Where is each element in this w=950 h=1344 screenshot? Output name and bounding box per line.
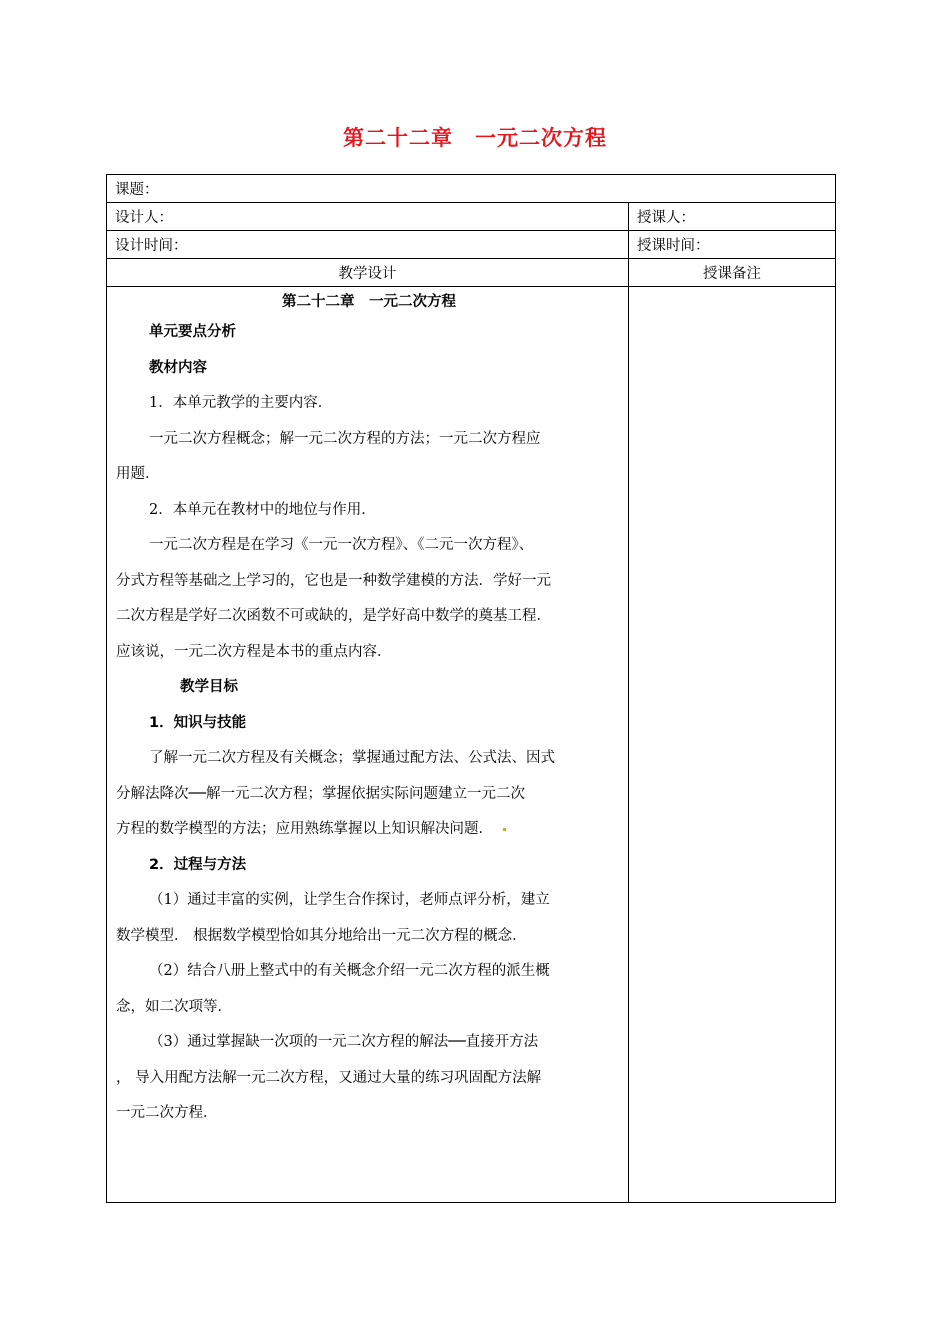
section-unit-analysis: 单元要点分析	[149, 324, 236, 340]
designer-cell: 设计人：	[107, 203, 629, 231]
paragraph-line: 一元二次方程．	[116, 1105, 218, 1121]
page-title	[0, 122, 950, 152]
col-header-design: 教学设计	[107, 259, 629, 287]
paragraph-line: 二次方程是学好二次函数不可或缺的，是学好高中数学的奠基工程．	[116, 608, 551, 624]
lesson-plan-table	[106, 174, 836, 1203]
paragraph-line: ， 导入用配方法解一元二次方程，又通过大量的练习巩固配方法解	[116, 1069, 542, 1086]
paragraph-line: 分解法降次──解一元二次方程；掌握依据实际问题建立一元二次	[116, 785, 525, 802]
teacher-cell: 授课人：	[629, 203, 836, 231]
paragraph-line: （2）结合八册上整式中的有关概念介绍一元二次方程的派生概	[149, 963, 550, 979]
section-knowledge: 1．知识与技能	[149, 714, 247, 731]
paragraph-line: 2．本单元在教材中的地位与作用．	[149, 501, 376, 518]
paragraph-line: 一元二次方程概念；解一元二次方程的方法；一元二次方程应	[149, 430, 541, 447]
paragraph-line: 数学模型． 根据数学模型恰如其分地给出一元二次方程的概念．	[116, 927, 527, 944]
section-goals: 教学目标	[180, 679, 238, 695]
paragraph-line: 一元二次方程是在学习《一元一次方程》、《二元一次方程》、	[149, 537, 534, 553]
topic-cell: 课题：	[107, 175, 836, 203]
paragraph-text: 方程的数学模型的方法；应用熟练掌握以上知识解决问题．	[116, 821, 493, 837]
design-time-cell: 设计时间：	[107, 231, 629, 259]
title-part2: 一元二次方程	[475, 126, 607, 150]
title-part1: 第二十二章	[343, 126, 453, 150]
col-header-notes: 授课备注	[629, 259, 836, 287]
paragraph-line: 用题．	[116, 466, 160, 482]
design-content-cell	[107, 287, 629, 1203]
paragraph-line: 应该说，一元二次方程是本书的重点内容．	[116, 643, 392, 660]
section-materials: 教材内容	[149, 359, 207, 376]
paragraph-line: 了解一元二次方程及有关概念；掌握通过配方法、公式法、因式	[149, 750, 555, 766]
paragraph-line: （3）通过掌握缺一次项的一元二次方程的解法──直接开方法	[149, 1034, 539, 1050]
paragraph-line: 分式方程等基础之上学习的，它也是一种数学建模的方法．学好一元	[116, 572, 551, 589]
paragraph-line: 1．本单元教学的主要内容．	[149, 395, 333, 411]
paragraph-line: （1）通过丰富的实例，让学生合作探讨，老师点评分析，建立	[149, 892, 550, 908]
mark-dot-icon	[503, 828, 506, 831]
chapter-heading: 第二十二章 一元二次方程	[282, 294, 456, 310]
paragraph-line	[116, 812, 622, 848]
section-process: 2．过程与方法	[149, 856, 247, 873]
teach-time-cell: 授课时间：	[629, 231, 836, 259]
paragraph-line: 念，如二次项等．	[116, 998, 232, 1015]
notes-content-cell	[629, 287, 836, 1203]
